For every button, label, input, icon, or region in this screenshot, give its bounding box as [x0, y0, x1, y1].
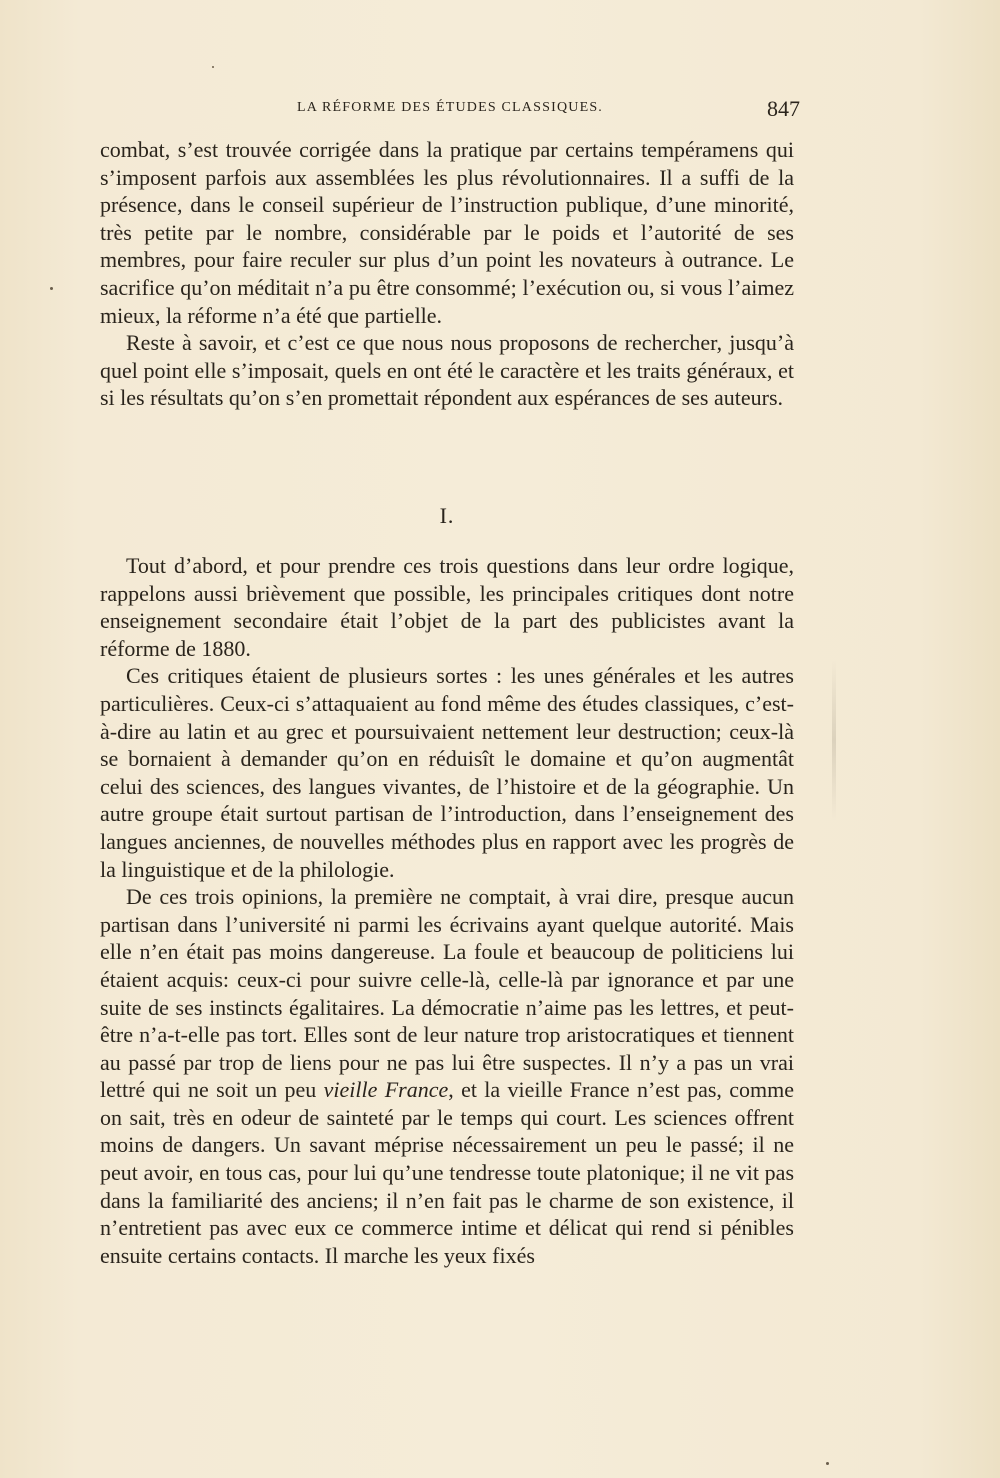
- running-header: [100, 96, 800, 126]
- paragraph: Reste à savoir, et c’est ce que nous nous proposons de rechercher, jusqu’à quel point elle s’imposait, quels en ont été le caractère et les traits généraux, et si les résultats qu’on s’en promettait répondent aux espérances de ses auteurs.: [100, 330, 794, 411]
- page-number: 847: [767, 96, 800, 121]
- paragraph: Ces critiques étaient de plusieurs sortes : les unes générales et les autres particulières. Ceux-ci s’attaquaient au fond même des études classiques, c’est-à-dire au latin et au grec et poursuivaient nettement leur destruction; ceux-là se bornaient à demander qu’on en réduisît le domaine et qu’on augmentât celui des sciences, des langues vivantes, de l’histoire et de la géographie. Un autre groupe était surtout partisan de l’introduction, dans l’enseignement des langues anciennes, de nouvelles méthodes plus en rapport avec les progrès de la linguistique et de la philologie.: [100, 663, 794, 882]
- margin-speck: [50, 287, 53, 290]
- paragraph-text: , et la vieille France n’est pas, comme on sait, très en odeur de sainteté par le temps qui court. Les sciences offrent moins de dangers. Un savant méprise nécessairement un peu le passé; il ne peut avoir, en tous cas, pour lui qu’une tendresse toute platonique; il ne vit pas dans la familiarité des anciens; il n’en fait pas le charme de son existence, il n’entretient pas avec eux ce commerce intime et délicat qui rend si pénibles ensuite certains contacts. Il marche les yeux fixés: [100, 1077, 794, 1268]
- running-title: LA RÉFORME DES ÉTUDES CLASSIQUES.: [296, 100, 604, 115]
- paragraph-with-italic: [100, 883, 794, 1269]
- italic-phrase: vieille France: [323, 1077, 449, 1103]
- text-block-top: [100, 136, 794, 412]
- paragraph: combat, s’est trouvée corrigée dans la pratique par certains tempéramens qui s’imposent parfois aux assemblées les plus révolutionnaires. Il a suffi de la présence, dans le conseil supérieur de l’instruction publique, d’une minorité, très petite par le nombre, considérable par le poids et l’autorité de ses membres, pour faire reculer sur plus d’un point les novateurs à outrance. Le sacrifice qu’on méditait n’a pu être consommé; l’exécution ou, si vous l’aimez mieux, la réforme n’a été que partielle.: [100, 137, 794, 328]
- paragraph: Tout d’abord, et pour prendre ces trois questions dans leur ordre logique, rappelons aussi brièvement que possible, les principales critiques dont notre enseignement secondaire était l’objet de la part des publicistes avant la réforme de 1880.: [100, 553, 794, 661]
- paragraph-text: De ces trois opinions, la première ne comptait, à vrai dire, presque aucun partisan dans l’université ni parmi les écrivains ayant quelque autorité. Mais elle n’en était pas moins dangereuse. La foule et beaucoup de politiciens lui étaient acquis: ceux-ci pour suivre celle-là, celle-là par ignorance et par une suite de ses instincts égalitaires. La démocratie n’aime pas les lettres, et peut-être n’a-t-elle pas tort. Elles sont de leur nature trop aristocratiques et tiennent au passé par trop de liens pour ne pas lui être suspectes. Il n’y a pas un vrai lettré qui ne soit un peu: [100, 884, 794, 1103]
- margin-speck: [212, 66, 214, 68]
- section-heading: I.: [439, 503, 455, 528]
- text-block-bottom: [100, 552, 794, 1269]
- page-bleed-mark: [832, 660, 836, 820]
- margin-speck: [826, 1462, 829, 1465]
